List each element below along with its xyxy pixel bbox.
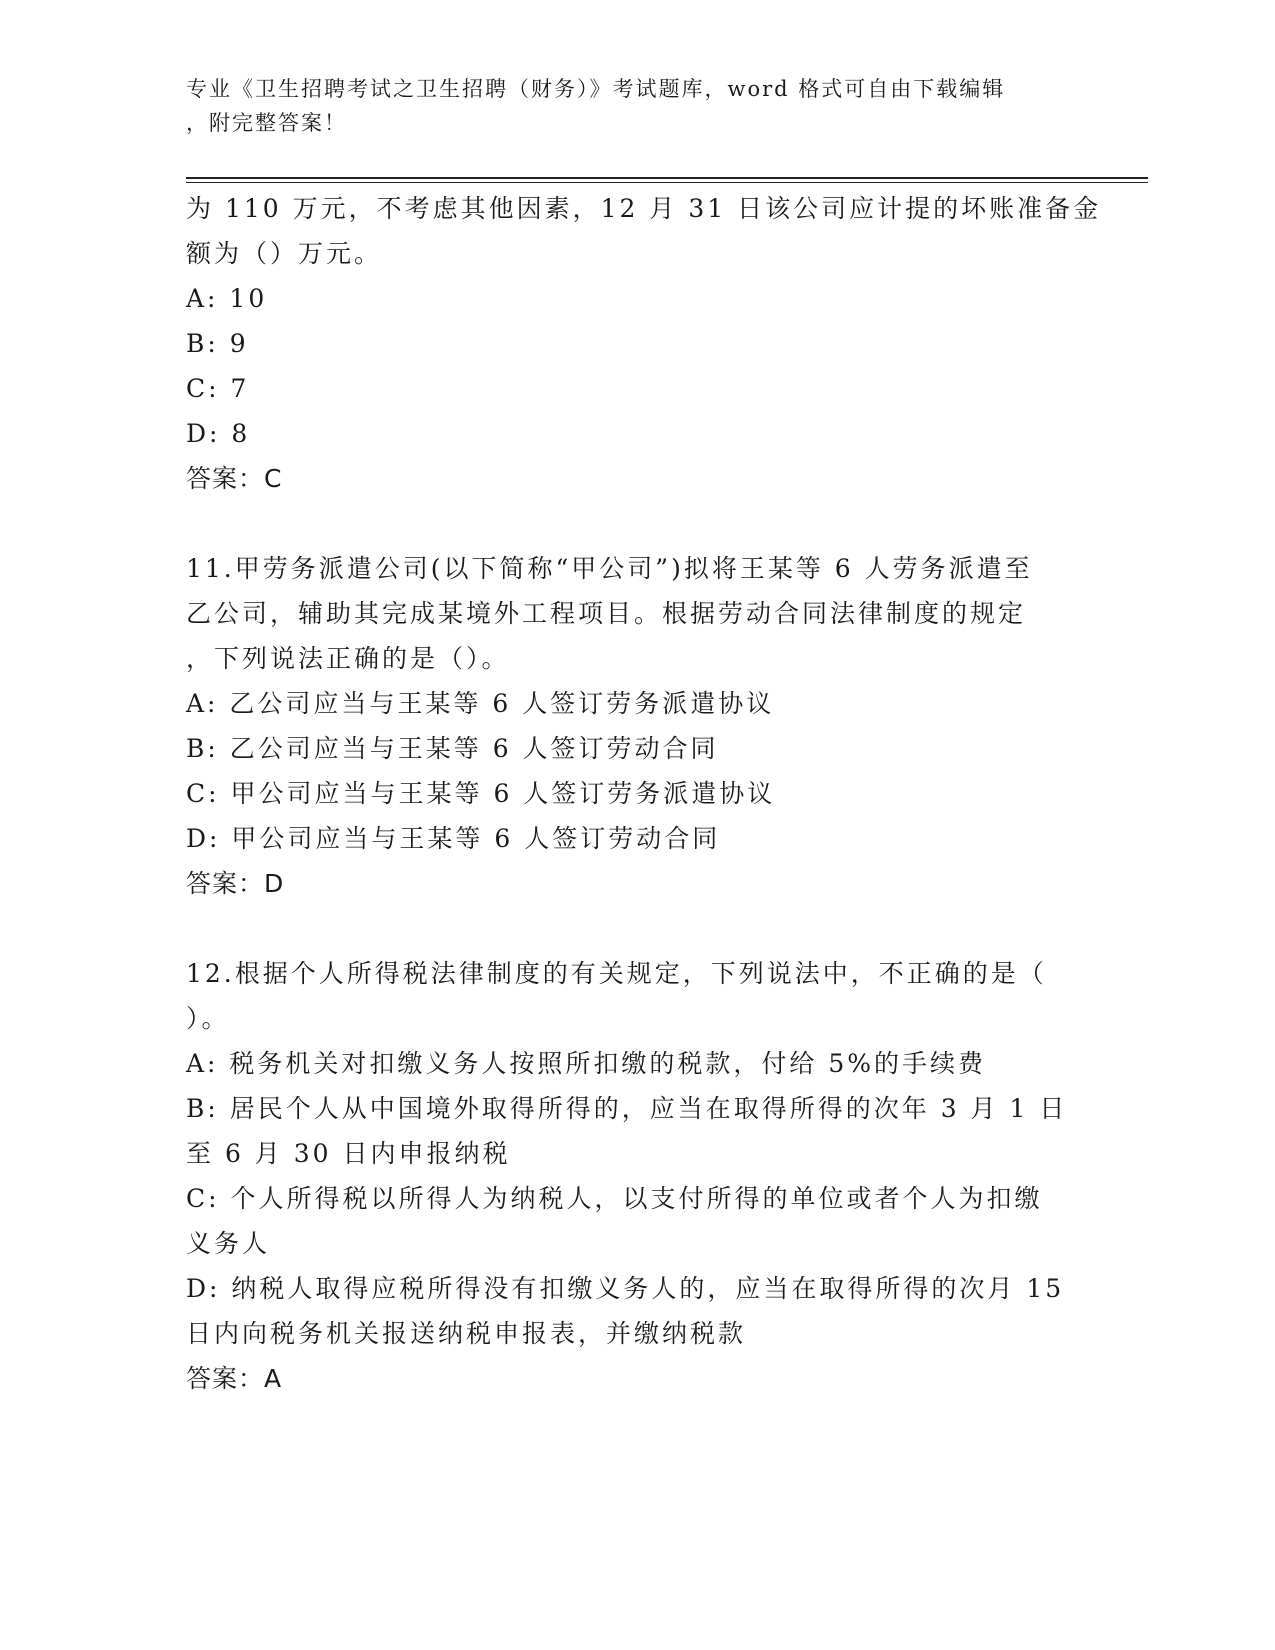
question-stem-line: 12.根据个人所得税法律制度的有关规定，下列说法中，不正确的是（ bbox=[186, 959, 1047, 988]
option-c-continued: 义务人 bbox=[186, 1229, 271, 1258]
option-a: A: 10 bbox=[186, 284, 268, 313]
option-b: B: 居民个人从中国境外取得所得的，应当在取得所得的次年 3 月 1 日 bbox=[186, 1094, 1068, 1123]
header-line-2: ，附完整答案！ bbox=[186, 111, 347, 135]
question-12 bbox=[186, 951, 1086, 1401]
question-stem-line: ，下列说法正确的是（）。 bbox=[186, 644, 510, 673]
option-b: B: 9 bbox=[186, 329, 249, 358]
option-d: D: 8 bbox=[186, 419, 251, 448]
answer-line: 答案：A bbox=[186, 1364, 283, 1393]
option-c: C: 个人所得税以所得人为纳税人，以支付所得的单位或者个人为扣缴 bbox=[186, 1184, 1043, 1213]
question-stem-line: 为 110 万元，不考虑其他因素，12 月 31 日该公司应计提的坏账准备金 bbox=[186, 194, 1102, 223]
question-11 bbox=[186, 546, 1086, 906]
header-divider bbox=[186, 177, 1148, 183]
header-line-1: 专业《卫生招聘考试之卫生招聘（财务）》考试题库，word 格式可自由下载编辑 bbox=[186, 77, 1006, 101]
question-content bbox=[186, 186, 1102, 1401]
option-c: C: 甲公司应当与王某等 6 人签订劳务派遣协议 bbox=[186, 779, 776, 808]
question-10 bbox=[186, 186, 1102, 501]
question-stem-line: ）。 bbox=[186, 1004, 230, 1033]
option-b: B: 乙公司应当与王某等 6 人签订劳动合同 bbox=[186, 734, 719, 763]
document-header bbox=[186, 72, 1066, 140]
option-b-continued: 至 6 月 30 日内申报纳税 bbox=[186, 1139, 511, 1168]
option-a: A: 乙公司应当与王某等 6 人签订劳务派遣协议 bbox=[186, 689, 775, 718]
question-stem-line: 11.甲劳务派遣公司(以下简称“甲公司”)拟将王某等 6 人劳务派遣至 bbox=[186, 554, 1033, 583]
option-d: D: 甲公司应当与王某等 6 人签订劳动合同 bbox=[186, 824, 721, 853]
option-a: A: 税务机关对扣缴义务人按照所扣缴的税款，付给 5%的手续费 bbox=[186, 1049, 987, 1078]
question-stem-line: 额为（）万元。 bbox=[186, 239, 383, 268]
question-spacer bbox=[186, 906, 1086, 951]
option-d-continued: 日内向税务机关报送纳税申报表，并缴纳税款 bbox=[186, 1319, 747, 1348]
option-c: C: 7 bbox=[186, 374, 250, 403]
option-d: D: 纳税人取得应税所得没有扣缴义务人的，应当在取得所得的次月 15 bbox=[186, 1274, 1065, 1303]
question-spacer bbox=[186, 501, 1086, 546]
question-stem-line: 乙公司，辅助其完成某境外工程项目。根据劳动合同法律制度的规定 bbox=[186, 599, 1027, 628]
answer-line: 答案：D bbox=[186, 869, 285, 898]
answer-line: 答案：C bbox=[186, 464, 283, 493]
